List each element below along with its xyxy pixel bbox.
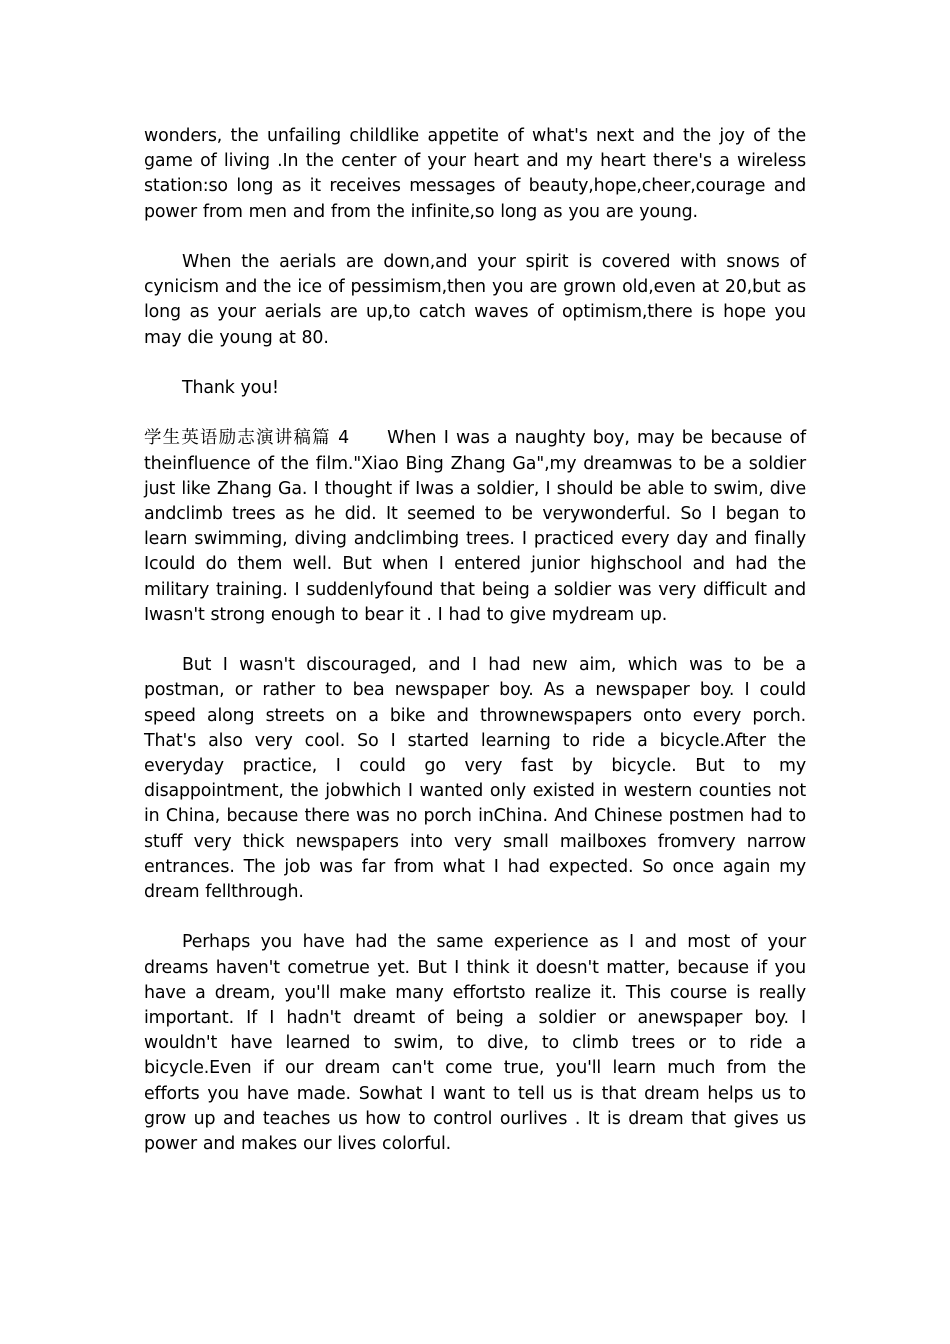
paragraph-aerials: When the aerials are down,and your spirit is covered with snows of cynicism and the ice of pessimism,then you are grown old,even at 20,but as long as your aerials are up,to catch waves of optimism,there is hope you may die young at 80. xyxy=(144,252,806,348)
section-heading: 学生英语励志演讲稿篇 4 xyxy=(144,428,350,449)
paragraph-thank-you: Thank you! xyxy=(182,378,279,398)
document-page xyxy=(144,124,806,1182)
paragraph-newspaper-boy: But I wasn't discouraged, and I had new aim, which was to be a postman, or rather to bea newspaper boy. As a newspaper boy. I could speed along streets on a bike and thrownewspapers onto every porch. That's also very cool. So I started learning to ride a bicycle.After the everyday practice, I could go very fast by bicycle. But to my disappointment, the jobwhich I wanted only existed in western counties not in China, because there was no porch inChina. And Chinese postmen had to stuff very thick newspapers into very small mailboxes fromvery narrow entrances. The job was far from what I had expected. So once again my dream fellthrough. xyxy=(144,655,806,903)
paragraph-dream-conclusion: Perhaps you have had the same experience as I and most of your dreams haven't cometrue yet. But I think it doesn't matter, because if you have a dream, you'll make many effortsto realize it. This course is really important. If I hadn't dreamt of being a soldier or anewspaper boy. I wouldn't have learned to swim, to dive, to climb trees or to ride a bicycle.Even if our dream can't come true, you'll learn much from the efforts you have made. Sowhat I want to tell us is that dream helps us to grow up and teaches us how to control ourlives . It is dream that gives us power and makes our lives colorful. xyxy=(144,932,806,1155)
paragraph-naughty-boy: When I was a naughty boy, may be because of theinfluence of the film."Xiao Bing Zhang Ga",my dreamwas to be a soldier just like Zhang Ga. I thought if Iwas a soldier, I should be able to swim, dive andclimb trees as he did. It seemed to be verywonderful. So I began to learn swimming, diving andclimbing trees. I practiced every day and finally Icould do them well. But when I entered junior highschool and had the military training. I suddenlyfound that being a soldier was very difficult and Iwasn't strong enough to bear it . I had to give mydream up. xyxy=(144,428,807,625)
paragraph-continuation: wonders, the unfailing childlike appetite of what's next and the joy of the game of living .In the center of your heart and my heart there's a wireless station:so long as it receives messages of beauty,hope,cheer,courage and power from men and from the infinite,so long as you are young. xyxy=(144,126,806,222)
paragraph-section-4 xyxy=(144,426,806,628)
